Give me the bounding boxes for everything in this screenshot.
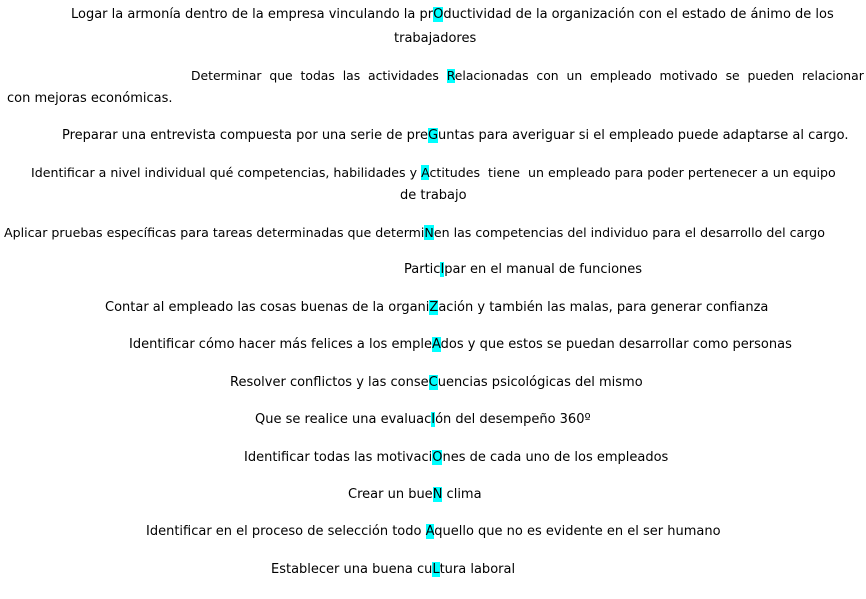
line-text: Identificar en el proceso de selección todo	[146, 524, 426, 539]
line-text: Contar al empleado las cosas buenas de la organi	[105, 300, 430, 315]
line-text: clima	[442, 487, 482, 502]
text-line	[404, 259, 642, 281]
line-text: Identificar cómo hacer más felices a los emple	[129, 337, 432, 352]
line-text: elacionadas con un empleado motivado se pueden relacionar	[454, 69, 864, 83]
text-line	[230, 372, 643, 394]
highlighted-letter: N	[424, 225, 434, 240]
text-line	[244, 447, 668, 469]
text-line	[271, 559, 515, 581]
text-line	[62, 125, 848, 147]
highlighted-letter: Z	[429, 300, 439, 315]
line-text: nes de cada uno de los empleados	[442, 450, 669, 465]
line-text: Crear un bue	[348, 487, 433, 502]
line-text: ductividad de la organización con el estado de ánimo de los	[443, 7, 834, 22]
line-text: Determinar que todas las actividades	[191, 69, 447, 83]
line-text: de trabajo	[400, 188, 467, 203]
line-text: Establecer una buena cu	[271, 562, 433, 577]
text-line	[31, 162, 836, 184]
line-text: uencias psicológicas del mismo	[437, 375, 643, 390]
highlighted-letter: A	[421, 165, 430, 180]
line-text: trabajadores	[394, 31, 477, 46]
line-text: Identificar todas las motivaci	[244, 450, 433, 465]
line-text: Partic	[404, 262, 441, 277]
highlighted-letter: I	[431, 412, 436, 427]
text-line	[105, 297, 768, 319]
highlighted-letter: C	[428, 375, 438, 390]
text-line	[146, 521, 721, 543]
line-text: untas para averiguar si el empleado puede adaptarse al cargo.	[438, 128, 849, 143]
line-text: Identificar a nivel individual qué competencias, habilidades y	[31, 165, 422, 180]
text-line	[400, 185, 467, 207]
text-line	[4, 222, 825, 244]
text-line	[191, 65, 864, 87]
highlighted-letter: G	[427, 128, 439, 143]
line-text: par en el manual de funciones	[444, 262, 643, 277]
text-line	[7, 88, 173, 110]
highlighted-letter: N	[432, 487, 443, 502]
line-text: con mejoras económicas.	[7, 91, 173, 106]
line-text: dos y que estos se puedan desarrollar como personas	[440, 337, 792, 352]
highlighted-letter: A	[425, 524, 435, 539]
line-text: en las competencias del individuo para el desarrollo del cargo	[433, 225, 825, 240]
text-line	[394, 28, 476, 50]
highlighted-letter: R	[446, 69, 455, 83]
line-text: Que se realice una evaluac	[255, 412, 432, 427]
line-text: tura laboral	[439, 562, 516, 577]
line-text: ación y también las malas, para generar confianza	[438, 300, 769, 315]
highlighted-letter: I	[440, 262, 445, 277]
highlighted-letter: O	[432, 450, 443, 465]
line-text: Resolver conflictos y las conse	[230, 375, 429, 390]
text-line	[255, 409, 591, 431]
line-text: Preparar una entrevista compuesta por una serie de pre	[62, 128, 428, 143]
line-text: Logar la armonía dentro de la empresa vinculando la pr	[71, 7, 434, 22]
line-text: ón del desempeño 360º	[435, 412, 591, 427]
line-text: Aplicar pruebas específicas para tareas determinadas que determi	[4, 225, 425, 240]
line-text: ctitudes tiene un empleado para poder pertenecer a un equipo	[429, 165, 836, 180]
highlighted-letter: O	[433, 7, 444, 22]
text-line	[129, 334, 792, 356]
text-line	[71, 4, 834, 26]
highlighted-letter: A	[431, 337, 441, 352]
line-text: quello que no es evidente en el ser humano	[434, 524, 721, 539]
highlighted-letter: L	[432, 562, 440, 577]
text-line	[348, 484, 482, 506]
